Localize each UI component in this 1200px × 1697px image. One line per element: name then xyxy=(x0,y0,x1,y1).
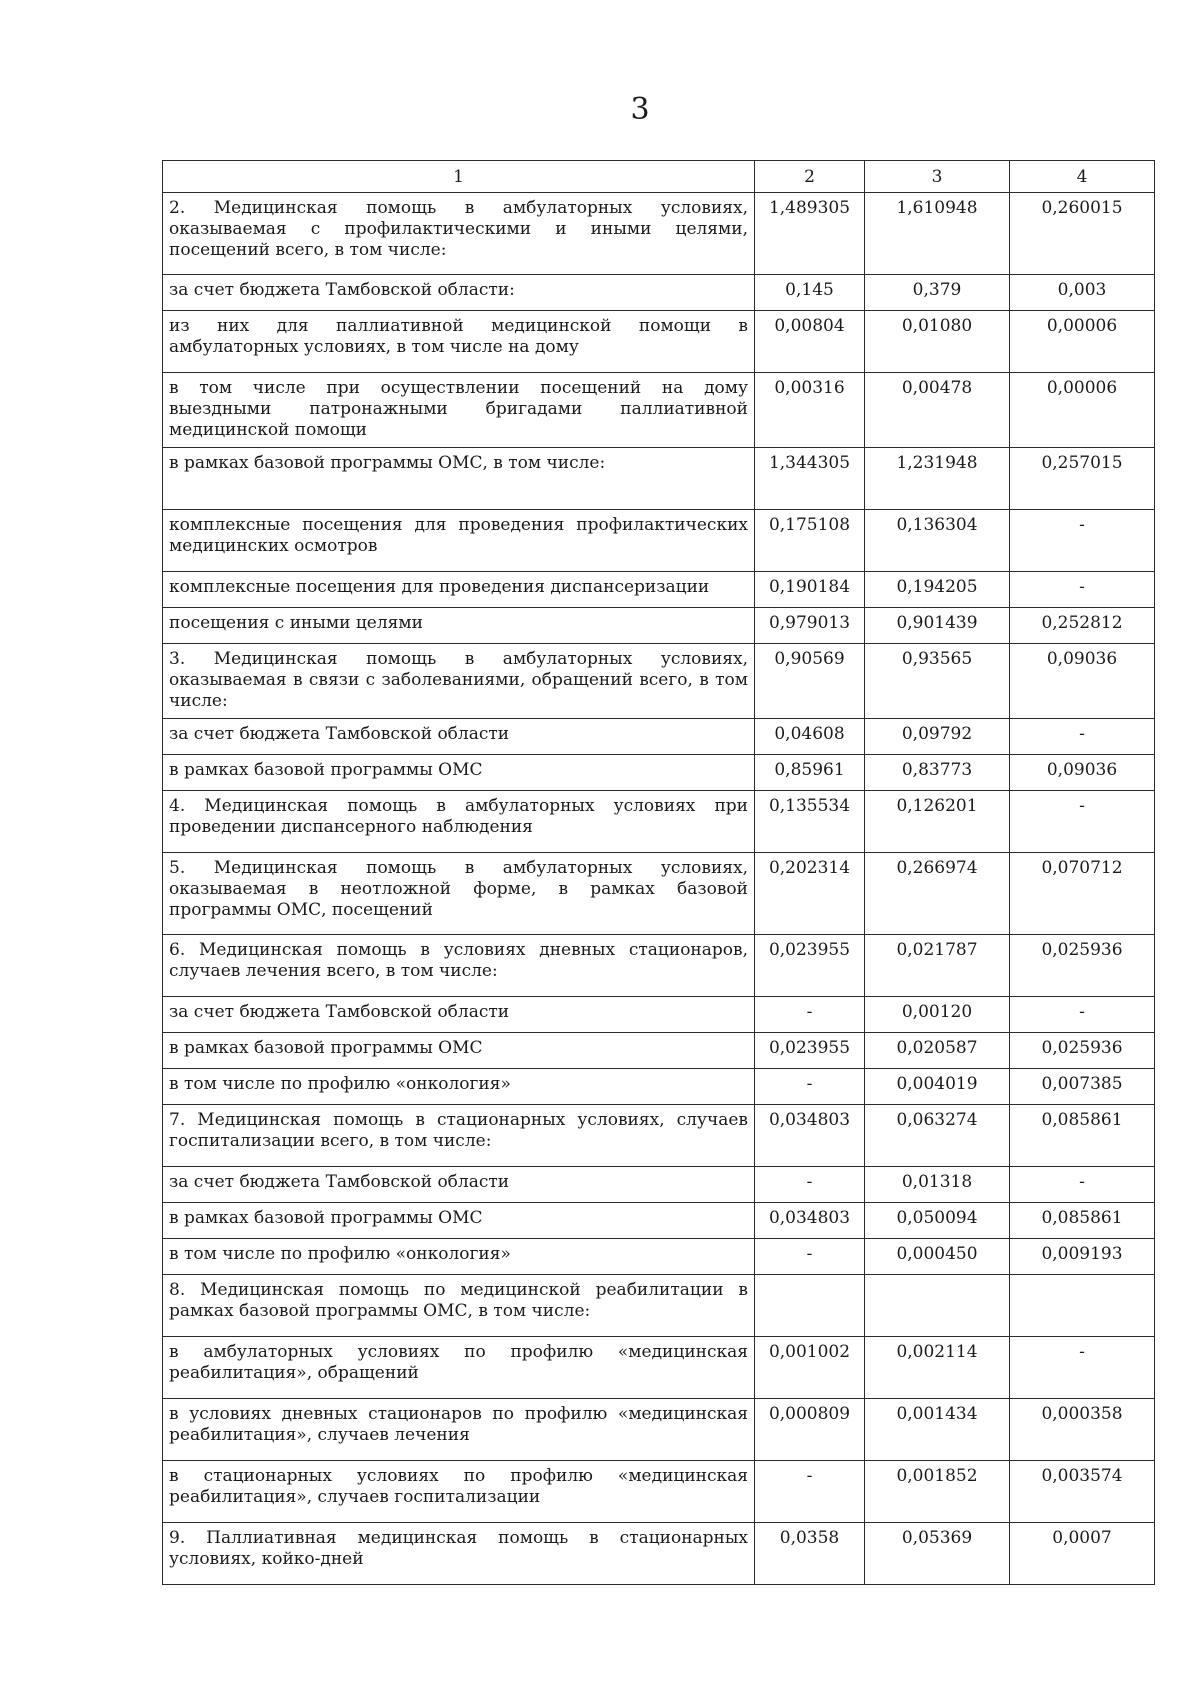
row-value-col2: 0,979013 xyxy=(755,608,865,644)
row-value-col4: 0,0007 xyxy=(1010,1523,1155,1585)
row-value-col2: - xyxy=(755,1461,865,1523)
row-value-col2: 0,145 xyxy=(755,275,865,311)
row-label-cell: 9. Паллиативная медицинская помощь в стационарных условиях, койко-дней xyxy=(163,1523,755,1585)
row-value-col3: 0,050094 xyxy=(865,1203,1010,1239)
row-label-cell: в амбулаторных условиях по профилю «медицинская реабилитация», обращений xyxy=(163,1337,755,1399)
row-value-col4: 0,007385 xyxy=(1010,1069,1155,1105)
table-row xyxy=(163,1203,1155,1239)
row-value-col3: 0,00478 xyxy=(865,373,1010,448)
table-row xyxy=(163,791,1155,853)
row-value-col4: - xyxy=(1010,1337,1155,1399)
row-value-col2: 0,023955 xyxy=(755,1033,865,1069)
table-row xyxy=(163,311,1155,373)
row-value-col2: - xyxy=(755,1167,865,1203)
row-value-col4: 0,003574 xyxy=(1010,1461,1155,1523)
row-value-col2: 0,85961 xyxy=(755,755,865,791)
row-value-col2: 0,034803 xyxy=(755,1203,865,1239)
row-value-col2 xyxy=(755,1275,865,1337)
row-value-col2: 0,00316 xyxy=(755,373,865,448)
page-number: 3 xyxy=(630,92,650,127)
row-value-col2: 0,202314 xyxy=(755,853,865,935)
data-table xyxy=(162,160,1155,1585)
row-value-col3: 0,00120 xyxy=(865,997,1010,1033)
row-label-cell: за счет бюджета Тамбовской области xyxy=(163,1167,755,1203)
row-value-col2: 0,000809 xyxy=(755,1399,865,1461)
row-value-col4: 0,085861 xyxy=(1010,1105,1155,1167)
row-value-col3: 0,001852 xyxy=(865,1461,1010,1523)
table-row xyxy=(163,1275,1155,1337)
row-value-col4: 0,257015 xyxy=(1010,448,1155,510)
table-row xyxy=(163,193,1155,275)
row-value-col3: 0,126201 xyxy=(865,791,1010,853)
table-row xyxy=(163,719,1155,755)
row-label-cell: в том числе по профилю «онкология» xyxy=(163,1239,755,1275)
row-value-col3: 0,021787 xyxy=(865,935,1010,997)
row-value-col4: 0,025936 xyxy=(1010,1033,1155,1069)
row-value-col3: 1,231948 xyxy=(865,448,1010,510)
row-value-col4: 0,000358 xyxy=(1010,1399,1155,1461)
row-label-cell: 6. Медицинская помощь в условиях дневных стационаров, случаев лечения всего, в том числе: xyxy=(163,935,755,997)
row-value-col2: - xyxy=(755,1069,865,1105)
table-row xyxy=(163,997,1155,1033)
row-label-cell: в стационарных условиях по профилю «медицинская реабилитация», случаев госпитализации xyxy=(163,1461,755,1523)
table-row xyxy=(163,1399,1155,1461)
row-label-cell: 5. Медицинская помощь в амбулаторных условиях, оказываемая в неотложной форме, в рамках базовой программы ОМС, посещений xyxy=(163,853,755,935)
table-row xyxy=(163,373,1155,448)
header-cell-3: 3 xyxy=(865,161,1010,193)
row-value-col4: - xyxy=(1010,719,1155,755)
table-row xyxy=(163,935,1155,997)
row-label-cell: в том числе по профилю «онкология» xyxy=(163,1069,755,1105)
table-row xyxy=(163,608,1155,644)
row-value-col4: - xyxy=(1010,572,1155,608)
row-value-col4: 0,00006 xyxy=(1010,373,1155,448)
table-row xyxy=(163,572,1155,608)
row-label-cell: комплексные посещения для проведения диспансеризации xyxy=(163,572,755,608)
table-row xyxy=(163,510,1155,572)
row-value-col4: - xyxy=(1010,791,1155,853)
row-value-col4: 0,070712 xyxy=(1010,853,1155,935)
row-value-col3: 0,002114 xyxy=(865,1337,1010,1399)
table-row xyxy=(163,1461,1155,1523)
row-value-col2: 0,135534 xyxy=(755,791,865,853)
row-value-col3: 0,266974 xyxy=(865,853,1010,935)
row-label-cell: в рамках базовой программы ОМС, в том числе: xyxy=(163,448,755,510)
table-row xyxy=(163,755,1155,791)
row-value-col2: 1,344305 xyxy=(755,448,865,510)
table-header-row xyxy=(163,161,1155,193)
row-value-col3: 0,136304 xyxy=(865,510,1010,572)
row-value-col2: - xyxy=(755,997,865,1033)
row-label-cell: в рамках базовой программы ОМС xyxy=(163,1203,755,1239)
row-value-col3: 0,01080 xyxy=(865,311,1010,373)
table-row xyxy=(163,275,1155,311)
table-row xyxy=(163,1033,1155,1069)
row-value-col4: 0,009193 xyxy=(1010,1239,1155,1275)
table-row xyxy=(163,853,1155,935)
row-label-cell: из них для паллиативной медицинской помощи в амбулаторных условиях, в том числе на дому xyxy=(163,311,755,373)
row-label-cell: за счет бюджета Тамбовской области xyxy=(163,997,755,1033)
row-label-cell: в рамках базовой программы ОМС xyxy=(163,1033,755,1069)
row-value-col3: 0,01318 xyxy=(865,1167,1010,1203)
row-value-col3: 0,004019 xyxy=(865,1069,1010,1105)
row-label-cell: за счет бюджета Тамбовской области xyxy=(163,719,755,755)
row-label-cell: в том числе при осуществлении посещений на дому выездными патронажными бригадами паллиативной медицинской помощи xyxy=(163,373,755,448)
row-label-cell: 4. Медицинская помощь в амбулаторных условиях при проведении диспансерного наблюдения xyxy=(163,791,755,853)
table-row xyxy=(163,448,1155,510)
row-label-cell: 3. Медицинская помощь в амбулаторных условиях, оказываемая в связи с заболеваниями, обращений всего, в том числе: xyxy=(163,644,755,719)
row-value-col3: 0,901439 xyxy=(865,608,1010,644)
table-row xyxy=(163,1105,1155,1167)
row-value-col4: - xyxy=(1010,997,1155,1033)
row-value-col4: 0,025936 xyxy=(1010,935,1155,997)
row-value-col2: 1,489305 xyxy=(755,193,865,275)
row-value-col3: 0,001434 xyxy=(865,1399,1010,1461)
row-value-col4: 0,09036 xyxy=(1010,644,1155,719)
row-value-col4: 0,252812 xyxy=(1010,608,1155,644)
row-label-cell: за счет бюджета Тамбовской области: xyxy=(163,275,755,311)
row-value-col4: 0,00006 xyxy=(1010,311,1155,373)
row-value-col2: 0,0358 xyxy=(755,1523,865,1585)
row-label-cell: в условиях дневных стационаров по профилю «медицинская реабилитация», случаев лечения xyxy=(163,1399,755,1461)
row-label-cell: 2. Медицинская помощь в амбулаторных условиях, оказываемая с профилактическими и иными целями, посещений всего, в том числе: xyxy=(163,193,755,275)
row-value-col2: 0,00804 xyxy=(755,311,865,373)
row-value-col3: 0,000450 xyxy=(865,1239,1010,1275)
row-value-col2: 0,023955 xyxy=(755,935,865,997)
row-value-col4: 0,260015 xyxy=(1010,193,1155,275)
header-cell-1: 1 xyxy=(163,161,755,193)
row-value-col2: - xyxy=(755,1239,865,1275)
row-value-col3: 0,93565 xyxy=(865,644,1010,719)
row-value-col3 xyxy=(865,1275,1010,1337)
table-row xyxy=(163,1239,1155,1275)
table-body xyxy=(163,193,1155,1585)
row-value-col2: 0,04608 xyxy=(755,719,865,755)
row-value-col3: 0,063274 xyxy=(865,1105,1010,1167)
header-cell-4: 4 xyxy=(1010,161,1155,193)
row-label-cell: посещения с иными целями xyxy=(163,608,755,644)
row-value-col2: 0,001002 xyxy=(755,1337,865,1399)
header-cell-2: 2 xyxy=(755,161,865,193)
row-value-col2: 0,175108 xyxy=(755,510,865,572)
row-value-col2: 0,190184 xyxy=(755,572,865,608)
row-value-col3: 0,83773 xyxy=(865,755,1010,791)
row-value-col2: 0,90569 xyxy=(755,644,865,719)
row-value-col4: 0,085861 xyxy=(1010,1203,1155,1239)
row-label-cell: комплексные посещения для проведения профилактических медицинских осмотров xyxy=(163,510,755,572)
row-value-col3: 0,09792 xyxy=(865,719,1010,755)
row-label-cell: 7. Медицинская помощь в стационарных условиях, случаев госпитализации всего, в том числе: xyxy=(163,1105,755,1167)
row-value-col3: 0,05369 xyxy=(865,1523,1010,1585)
row-value-col4: 0,003 xyxy=(1010,275,1155,311)
row-value-col4: - xyxy=(1010,1167,1155,1203)
table-row xyxy=(163,1337,1155,1399)
row-value-col3: 1,610948 xyxy=(865,193,1010,275)
row-value-col4 xyxy=(1010,1275,1155,1337)
table-row xyxy=(163,1069,1155,1105)
row-value-col2: 0,034803 xyxy=(755,1105,865,1167)
row-value-col3: 0,379 xyxy=(865,275,1010,311)
row-value-col4: 0,09036 xyxy=(1010,755,1155,791)
table-row xyxy=(163,1523,1155,1585)
row-label-cell: 8. Медицинская помощь по медицинской реабилитации в рамках базовой программы ОМС, в том числе: xyxy=(163,1275,755,1337)
row-value-col3: 0,194205 xyxy=(865,572,1010,608)
table-row xyxy=(163,644,1155,719)
table-row xyxy=(163,1167,1155,1203)
row-label-cell: в рамках базовой программы ОМС xyxy=(163,755,755,791)
row-value-col3: 0,020587 xyxy=(865,1033,1010,1069)
row-value-col4: - xyxy=(1010,510,1155,572)
